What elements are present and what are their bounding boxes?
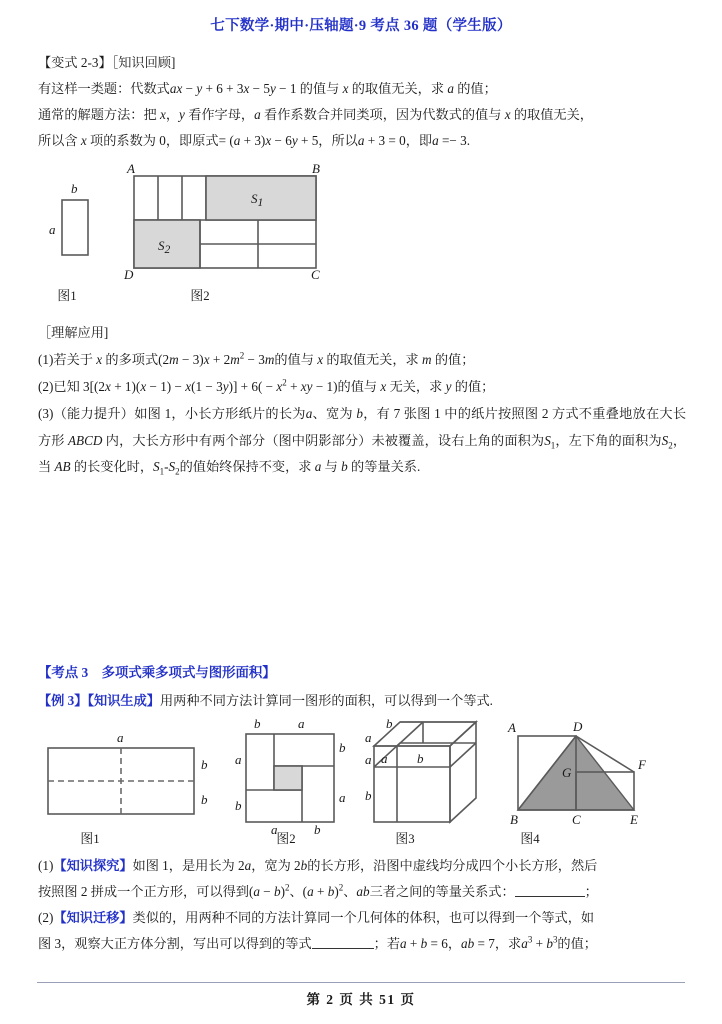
fig2-label-D: D: [124, 267, 134, 282]
example3-blue-tag: 【知识生成】: [87, 693, 160, 708]
variant-heading-line: [38, 50, 686, 76]
k3-answer-blank-1[interactable]: [515, 884, 585, 897]
k3-fig1-caption: 图1: [80, 832, 100, 846]
fig2-label-s2: S2: [158, 238, 171, 256]
figure-row-svg: [38, 714, 686, 837]
fig1-label-b: b: [71, 181, 78, 196]
variant-fig1-caption: 图1: [57, 289, 77, 303]
k3-question-1-line-2: 按照图 2 拼成一个正方形，可以得到$(a - b)^2$、$(a + b)^2$、ab三者之间的等量关系式： ；: [38, 882, 598, 899]
k3-fig4: [507, 719, 647, 827]
k3-fig2-label-b-topleft: b: [254, 716, 261, 731]
variant-heading: 【变式 2-3】［知识回顾]: [38, 55, 176, 70]
k3-answer-blank-2[interactable]: [312, 936, 374, 949]
variant-line-2: 通常的解题方法：把 x，y 看作字母，a 看作系数合并同类项，因为代数式的值与 x 的取值无关，: [38, 107, 593, 122]
page-title: 七下数学·期中·压轴题·9 考点 36 题（学生版）: [210, 18, 512, 34]
apply-item-3: (3)（能力提升）如图 1，小长方形纸片的长为a、宽为 b，有 7 张图 1 中的纸片按照图 2 方式不重叠地放在大长方形 ABCD 内，大长方形中有两个部分（图中阴影部分）未被覆盖，设右上角的面积为$S_1$，左下角的面积为$S_2$，当 AB 的长变化时，$S_1-S_2$的值始终保持不变，求 a 与 b 的等量关系.: [38, 406, 687, 477]
k3-fig2-label-b-bottom: b: [314, 822, 321, 837]
figure-group-svg: [38, 162, 368, 282]
k3-fig3-label-b-top: b: [386, 716, 393, 731]
example3-text: 用两种不同方法计算同一图形的面积，可以得到一个等式.: [159, 693, 493, 708]
k3-fig2-label-b-left: b: [235, 798, 242, 813]
apply-heading-line: [38, 320, 686, 346]
variant-fig2-caption: 图2: [190, 289, 210, 303]
fig1-label-a: a: [49, 222, 56, 237]
kaodian3-heading: 【考点 3 多项式乘多项式与图形面积】: [38, 665, 276, 680]
k3-fig2-label-a-right: a: [339, 790, 346, 805]
variant-line-1: 有这样一类题：代数式ax − y + 6 + 3x − 5y − 1 的值与 x 的取值无关，求 a 的值；: [38, 81, 497, 96]
fig2-label-s1: S1: [251, 191, 264, 209]
fig2-label-C: C: [311, 267, 320, 282]
k3-question-2-line-1: (2)【知识迁移】类似的，用两种不同的方法计算同一个几何体的体积，也可以得到一个等式，如: [38, 910, 595, 925]
k3-question-1-line-1: (1)【知识探究】如图 1，是用长为 2a，宽为 2b的长方形，沿图中虚线均分成四个小长方形，然后: [38, 858, 598, 873]
fig2-label-B: B: [312, 161, 320, 176]
fig1-rect: [62, 200, 88, 255]
k3-fig3-label-a-face: a: [381, 751, 388, 766]
k3-fig4-label-A: A: [508, 720, 516, 735]
k3-fig3-label-b-left: b: [365, 788, 372, 803]
k3-fig4-label-E: E: [630, 812, 638, 827]
k3-fig1-label-a: a: [117, 730, 124, 745]
k3-fig1-label-b-top: b: [201, 757, 208, 772]
k3-fig3: [365, 716, 476, 822]
k3-fig2-caption: 图2: [276, 832, 296, 846]
example3-prefix: 【例 3】: [38, 693, 88, 708]
page-footer: [0, 982, 722, 1008]
k3-fig2: [235, 716, 346, 837]
k3-fig4-label-F: F: [638, 757, 646, 772]
variant-figure-group: [38, 162, 368, 282]
k3-question-2-line-2: 图 3，观察大正方体分割，写出可以得到的等式 ；若a + b = 6，ab = 7，求$a^3 + b^3$的值；: [38, 934, 597, 951]
k3-fig4-label-G: G: [562, 765, 572, 780]
kaodian3-figure-row: [38, 714, 686, 837]
k3-fig4-caption: 图4: [520, 832, 540, 846]
k3-fig2-label-b-right: b: [339, 740, 346, 755]
apply-item-2: (2)已知 $3[(2x + 1)(x - 1) - x(1 - 3y)] + 6( - x^2$ + xy − 1)的值与 x 无关，求 y 的值；: [38, 377, 495, 394]
k3-fig1-label-b-bottom: b: [201, 792, 208, 807]
k3-fig2-label-a-left: a: [235, 752, 242, 767]
example3-heading: [38, 690, 493, 709]
footer-rule: [37, 982, 685, 983]
k3-fig2-label-a-topright: a: [298, 716, 305, 731]
k3-fig3-right-h: [450, 743, 476, 767]
k3-fig3-caption: 图3: [395, 832, 415, 846]
k3-fig2-label-a-bottom: a: [271, 822, 278, 837]
k3-fig4-label-B: B: [510, 812, 518, 827]
k3-fig3-label-a-top: a: [365, 730, 372, 745]
apply-item-1: (1)若关于 x 的多项式$(2m - 3)x + 2m^2 - 3m$的值与 x 的取值无关，求 m 的值；: [38, 350, 475, 367]
k3-fig1: [48, 730, 208, 814]
k3-fig2-shade-centre: [274, 766, 302, 790]
fig2-label-A: A: [127, 161, 135, 176]
k3-fig3-label-b-face: b: [417, 751, 424, 766]
k3-fig3-right: [450, 722, 476, 822]
k3-fig4-label-D: D: [573, 719, 583, 734]
footer-text: 第 2 页 共 51 页: [306, 992, 416, 1007]
variant-line-3: 所以含 x 项的系数为 0，即原式= (a + 3)x − 6y + 5，所以a + 3 = 0，即a =− 3.: [38, 133, 471, 148]
k3-fig4-label-C: C: [572, 812, 581, 827]
k3-fig3-label-a-left: a: [365, 752, 372, 767]
apply-heading: ［理解应用]: [38, 325, 109, 340]
